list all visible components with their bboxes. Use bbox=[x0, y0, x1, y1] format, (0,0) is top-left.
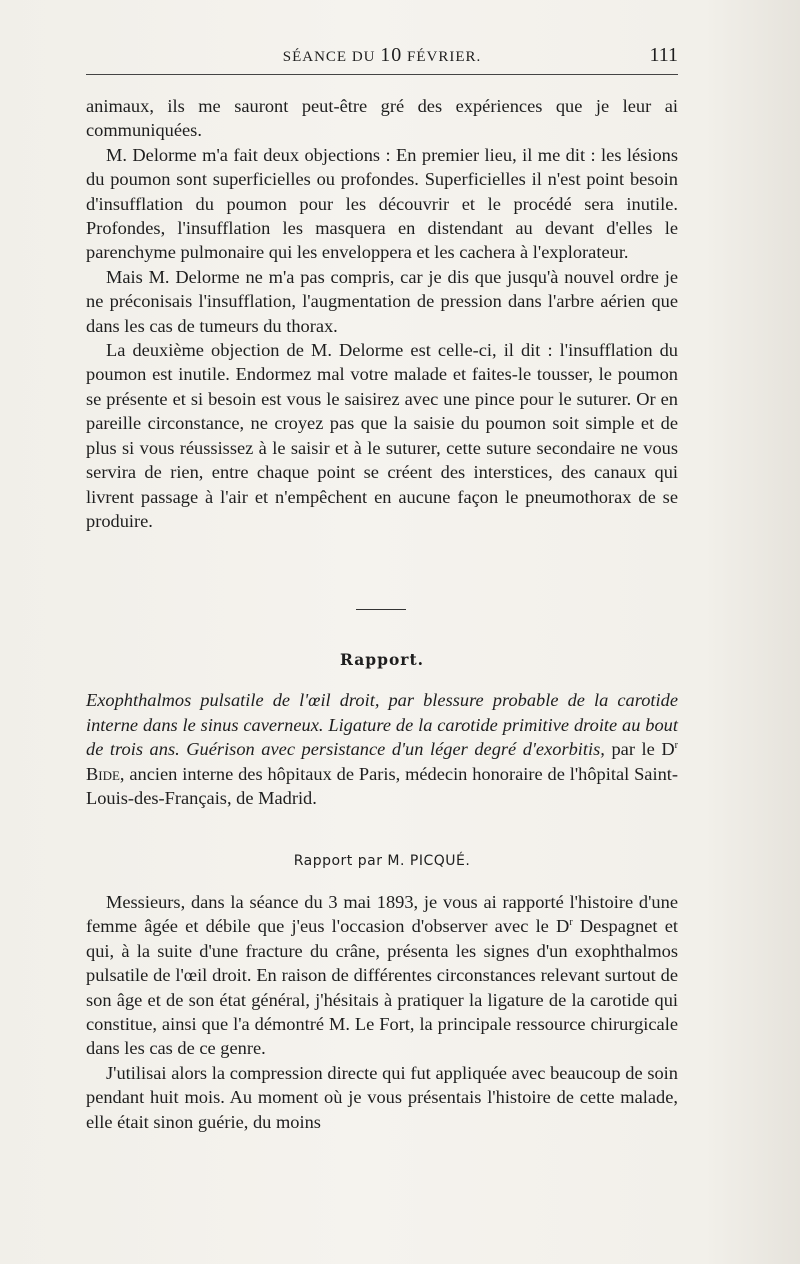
paragraph-5 bbox=[86, 890, 678, 1061]
paragraph-5-b: Despagnet et qui, à la suite d'une fracture du crâne, présenta les signes d'un exophthalmos pulsatile de l'œil droit. En raison de différentes circonstances relevant surtout de son âge et de son état général, j'hésitais à pratiquer la ligature de la carotide qui constitue, ainsi que l'a démontré M. Le Fort, la principale ressource chirurgicale dans les cas de ce genre. bbox=[86, 916, 678, 1059]
body-text-upper bbox=[86, 94, 678, 533]
report-title bbox=[86, 688, 678, 811]
section-separator bbox=[356, 609, 406, 610]
running-head bbox=[86, 44, 678, 74]
paragraph-1: animaux, ils me sauront peut-être gré des expériences que je leur ai communiquées. bbox=[86, 96, 678, 141]
paragraph-2: M. Delorme m'a fait deux objections : En premier lieu, il me dit : les lésions du poumon sont superficielles ou profondes. Superficielles il n'est point besoin d'insufflation du poumon pour les découvrir et le procédé sera inutile. Profondes, l'insufflation les masquera en distendant au devant d'elles le parenchyme pulmonaire qui les enveloppera et les cachera à l'explorateur. bbox=[86, 144, 678, 263]
running-title-day: 10 bbox=[380, 44, 403, 66]
reporter-line: Rapport par M. PICQUÉ. bbox=[293, 853, 471, 869]
paragraph-4: La deuxième objection de M. Delorme est celle-ci, il dit : l'insufflation du poumon est inutile. Endormez mal votre malade et faites-le tousser, le poumon se présente et si besoin est vous le saisirez avec une pince pour le suturer. Or en pareille circonstance, ne croyez pas que la saisie du poumon soit simple et de plus si vous réussissez à le saisir et à le suturer, cette suture secondaire ne vous servira de rien, entre chaque point se créent des interstices, des canaux qui livrent passage à l'air et n'empêchent en aucune façon le pneumothorax de se produire. bbox=[86, 340, 678, 531]
paragraph-3: Mais M. Delorme ne m'a pas compris, car je dis que jusqu'à nouvel ordre je ne préconisais l'insufflation, l'augmentation de pression dans l'arbre aérien que dans les cas de tumeurs du thorax. bbox=[86, 266, 678, 336]
report-author-sup: r bbox=[674, 740, 678, 752]
report-author-suffix: ancien interne des hôpitaux de Paris, médecin honoraire de l'hôpital Saint-Louis-des-Français, de Madrid. bbox=[86, 763, 678, 809]
section-heading: Rapport. bbox=[339, 650, 425, 669]
report-author-name: Bide, bbox=[86, 763, 125, 784]
running-title-part-2: FÉVRIER. bbox=[402, 49, 482, 65]
report-author-prefix: par le D bbox=[604, 739, 675, 760]
body-text-lower bbox=[86, 890, 678, 1134]
report-title-italic: Exophthalmos pulsatile de l'œil droit, par blessure probable de la carotide interne dans le sinus caverneux. Ligature de la carotide primitive droite au bout de trois ans. Guérison avec persistance d'un léger degré d'exorbitis, bbox=[86, 690, 678, 760]
header-rule bbox=[86, 74, 678, 75]
paragraph-6: J'utilisai alors la compression directe qui fut appliquée avec beaucoup de soin pendant huit mois. Au moment où je vous présentais l'histoire de cette malade, elle était sinon guérie, du moins bbox=[86, 1062, 678, 1132]
paragraph-5-a: Messieurs, dans la séance du 3 mai 1893, je vous ai rapporté l'histoire d'une femme âgée et débile que j'eus l'occasion d'observer avec le D bbox=[86, 892, 678, 937]
page-number: 111 bbox=[649, 44, 678, 66]
paragraph-5-sup: r bbox=[569, 917, 573, 929]
running-title-part-1: SÉANCE DU bbox=[282, 49, 381, 65]
running-title bbox=[86, 44, 678, 67]
